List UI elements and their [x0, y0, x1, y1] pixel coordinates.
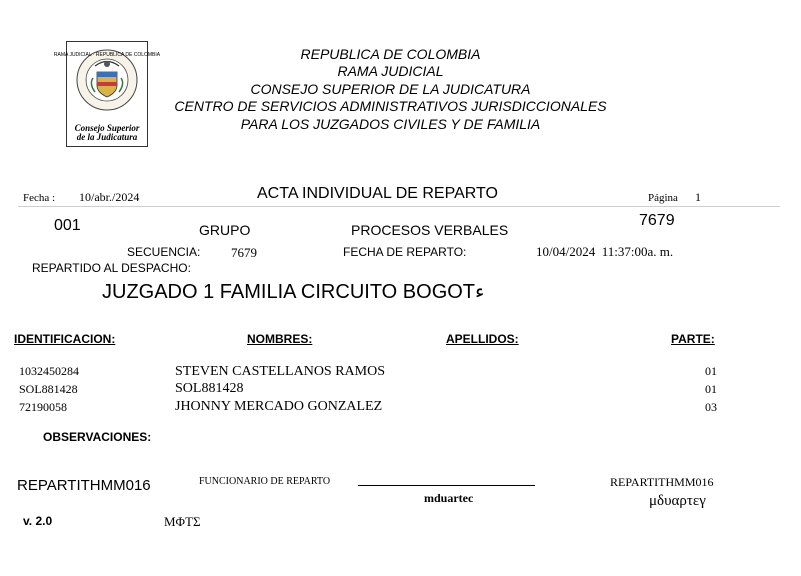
header-line-4: CENTRO DE SERVICIOS ADMINISTRATIVOS JURISDICCIONALES: [174, 98, 607, 114]
despacho-name: JUZGADO 1 FAMILIA CIRCUITO BOGOTء: [102, 281, 485, 303]
group-code: 001: [54, 217, 81, 234]
header-divider: [18, 206, 780, 207]
row-3-id: 72190058: [19, 400, 67, 414]
header-line-1: REPUBLICA DE COLOMBIA: [300, 46, 481, 62]
row-1-parte: 01: [705, 364, 717, 378]
document-title: ACTA INDIVIDUAL DE REPARTO: [257, 185, 498, 202]
col-header-identificacion: IDENTIFICACION:: [14, 332, 116, 346]
signer-name: mduartec: [424, 491, 474, 505]
signature-line: [358, 485, 535, 486]
fecha-reparto-value: 10/04/2024 11:37:00a. m.: [536, 244, 674, 259]
header-line-2: RAMA JUDICIAL: [337, 63, 444, 79]
pagina-value: 1: [695, 190, 701, 204]
grupo-value: PROCESOS VERBALES: [351, 222, 509, 238]
row-2-name: SOL881428: [175, 381, 244, 396]
row-2-parte: 01: [705, 382, 717, 396]
row-3-parte: 03: [705, 400, 717, 414]
right-code: REPARTITHMM016: [610, 475, 714, 489]
fecha-value: 10/abr./2024: [79, 190, 140, 204]
header-line-5: PARA LOS JUZGADOS CIVILES Y DE FAMILIA: [240, 116, 541, 132]
right-signature: μδυαρτεγ: [649, 493, 706, 509]
seal-ring-text: RAMA JUDICIAL · REPUBLICA DE COLOMBIA: [53, 52, 161, 58]
observaciones-label: OBSERVACIONES:: [43, 430, 152, 444]
secuencia-label: SECUENCIA:: [127, 245, 201, 259]
fecha-reparto-label: FECHA DE REPARTO:: [343, 245, 467, 259]
grupo-label: GRUPO: [199, 222, 251, 238]
repartido-label: REPARTIDO AL DESPACHO:: [32, 261, 191, 275]
funcionario-label: FUNCIONARIO DE REPARTO: [199, 476, 331, 487]
version-label: v. 2.0: [23, 514, 53, 528]
fecha-label: Fecha :: [23, 192, 56, 204]
greek-code: ΜΦΤΣ: [164, 514, 201, 529]
logo-caption-1: Consejo Superior: [74, 123, 140, 133]
row-1-id: 1032450284: [19, 364, 79, 378]
acta-number: 7679: [639, 212, 675, 229]
col-header-nombres: NOMBRES:: [247, 332, 313, 346]
col-header-parte: PARTE:: [671, 332, 715, 346]
logo-caption-2: de la Judicatura: [76, 132, 138, 142]
row-1-name: STEVEN CASTELLANOS RAMOS: [175, 364, 386, 379]
secuencia-value: 7679: [231, 245, 257, 260]
header-line-3: CONSEJO SUPERIOR DE LA JUDICATURA: [250, 81, 531, 97]
row-2-id: SOL881428: [19, 382, 78, 396]
pagina-label: Página: [648, 192, 678, 204]
left-code: REPARTITHMM016: [17, 477, 151, 494]
row-3-name: JHONNY MERCADO GONZALEZ: [175, 399, 383, 414]
col-header-apellidos: APELLIDOS:: [446, 332, 519, 346]
